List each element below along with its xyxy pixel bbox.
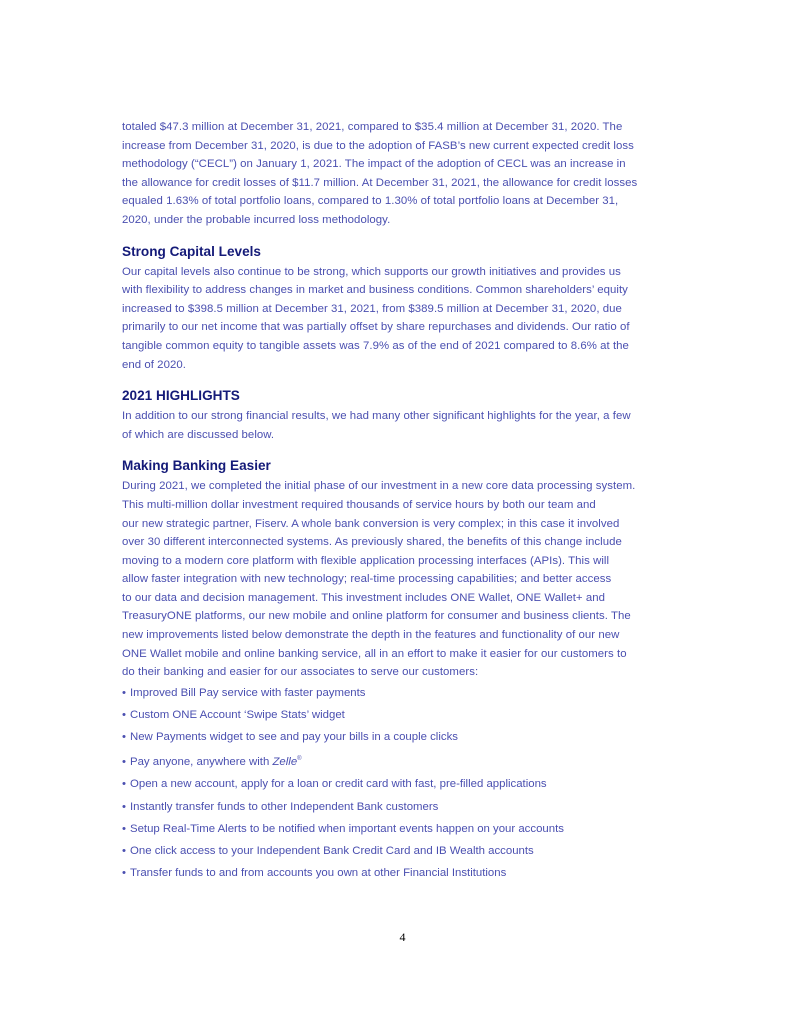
text-line: tangible common equity to tangible assets was 7.9% as of the end of 2021 compared to 8.6% at the [122, 339, 629, 352]
text-line: equaled 1.63% of total portfolio loans, compared to 1.30% of total portfolio loans at December 31, [122, 195, 619, 208]
bullet-icon: • [122, 867, 126, 880]
intro-paragraph [122, 118, 688, 230]
feature-bullet-list [122, 682, 688, 885]
list-item-text: Improved Bill Pay service with faster payments [130, 686, 366, 699]
list-item [122, 818, 688, 840]
bullet-icon: • [122, 731, 126, 744]
text-line: new improvements listed below demonstrate the depth in the features and functionality of our new [122, 629, 620, 642]
zelle-brand: Zelle [272, 756, 298, 769]
list-item-text: Custom ONE Account ‘Swipe Stats’ widget [130, 709, 345, 722]
text-line: In addition to our strong financial results, we had many other significant highlights for the year, a few [122, 410, 631, 423]
banking-paragraph [122, 477, 688, 682]
list-item [122, 862, 688, 884]
document-page [122, 118, 688, 884]
text-line: ONE Wallet mobile and online banking service, all in an effort to make it easier for our customers to [122, 647, 627, 660]
text-line: TreasuryONE platforms, our new mobile and online platform for consumer and business clients. The [122, 610, 631, 623]
list-item-text: Transfer funds to and from accounts you own at other Financial Institutions [130, 867, 507, 880]
bullet-icon: • [122, 778, 126, 791]
text-line: end of 2020. [122, 358, 186, 371]
text-line: to our data and decision management. This investment includes ONE Wallet, ONE Wallet+ and [122, 591, 605, 604]
capital-heading: Strong Capital Levels [122, 243, 261, 259]
list-item-text: New Payments widget to see and pay your bills in a couple clicks [130, 731, 458, 744]
list-item [122, 840, 688, 862]
bullet-icon: • [122, 686, 126, 699]
text-line: Our capital levels also continue to be strong, which supports our growth initiatives and provides us [122, 265, 621, 278]
registered-mark: ® [297, 756, 302, 763]
list-item [122, 704, 688, 726]
text-line: with flexibility to address changes in market and business conditions. Common shareholders’ equity [122, 284, 628, 297]
text-line: do their banking and easier for our associates to serve our customers: [122, 666, 479, 679]
bullet-icon: • [122, 845, 126, 858]
bullet-icon: • [122, 800, 126, 813]
list-item-text: Setup Real-Time Alerts to be notified when important events happen on your accounts [130, 822, 564, 835]
list-item-text: Open a new account, apply for a loan or credit card with fast, pre-filled applications [130, 778, 547, 791]
list-item-text: One click access to your Independent Bank Credit Card and IB Wealth accounts [130, 845, 534, 858]
text-line: This multi-million dollar investment required thousands of service hours by both our team and [122, 498, 596, 511]
capital-paragraph [122, 263, 688, 375]
text-line: totaled $47.3 million at December 31, 2021, compared to $35.4 million at December 31, 2020. The [122, 121, 623, 133]
highlights-heading: 2021 HIGHLIGHTS [122, 388, 240, 404]
list-item [122, 726, 688, 748]
list-item [122, 748, 688, 773]
text-line: allow faster integration with new technology; real-time processing capabilities; and better access [122, 573, 612, 586]
text-line: 2020, under the probable incurred loss methodology. [122, 213, 391, 226]
list-item [122, 682, 688, 704]
page-number: 4 [399, 930, 406, 944]
list-item [122, 796, 688, 818]
bullet-icon: • [122, 756, 126, 769]
text-line: During 2021, we completed the initial phase of our investment in a new core data processing system. [122, 480, 636, 493]
text-line: methodology (“CECL”) on January 1, 2021. The impact of the adoption of CECL was an increase in [122, 158, 626, 171]
text-line: increase from December 31, 2020, is due to the adoption of FASB’s new current expected credit loss [122, 139, 634, 152]
text-line: increased to $398.5 million at December 31, 2021, from $389.5 million at December 31, 2020, due [122, 302, 622, 315]
list-item-text: Pay anyone, anywhere with [130, 756, 273, 769]
text-line: the allowance for credit losses of $11.7 million. At December 31, 2021, the allowance for credit losses [122, 176, 638, 189]
text-line: our new strategic partner, Fiserv. A whole bank conversion is very complex; in this case it involved [122, 517, 620, 530]
text-line: moving to a modern core platform with flexible application processing interfaces (APIs). This will [122, 554, 610, 567]
highlights-paragraph [122, 407, 688, 444]
text-line: primarily to our net income that was partially offset by share repurchases and dividends. Our ratio of [122, 321, 630, 334]
banking-heading: Making Banking Easier [122, 458, 271, 474]
bullet-icon: • [122, 822, 126, 835]
list-item-text: Instantly transfer funds to other Independent Bank customers [130, 800, 439, 813]
list-item [122, 773, 688, 795]
text-line: over 30 different interconnected systems. As previously shared, the benefits of this change include [122, 536, 622, 549]
bullet-icon: • [122, 709, 126, 722]
text-line: of which are discussed below. [122, 428, 275, 441]
